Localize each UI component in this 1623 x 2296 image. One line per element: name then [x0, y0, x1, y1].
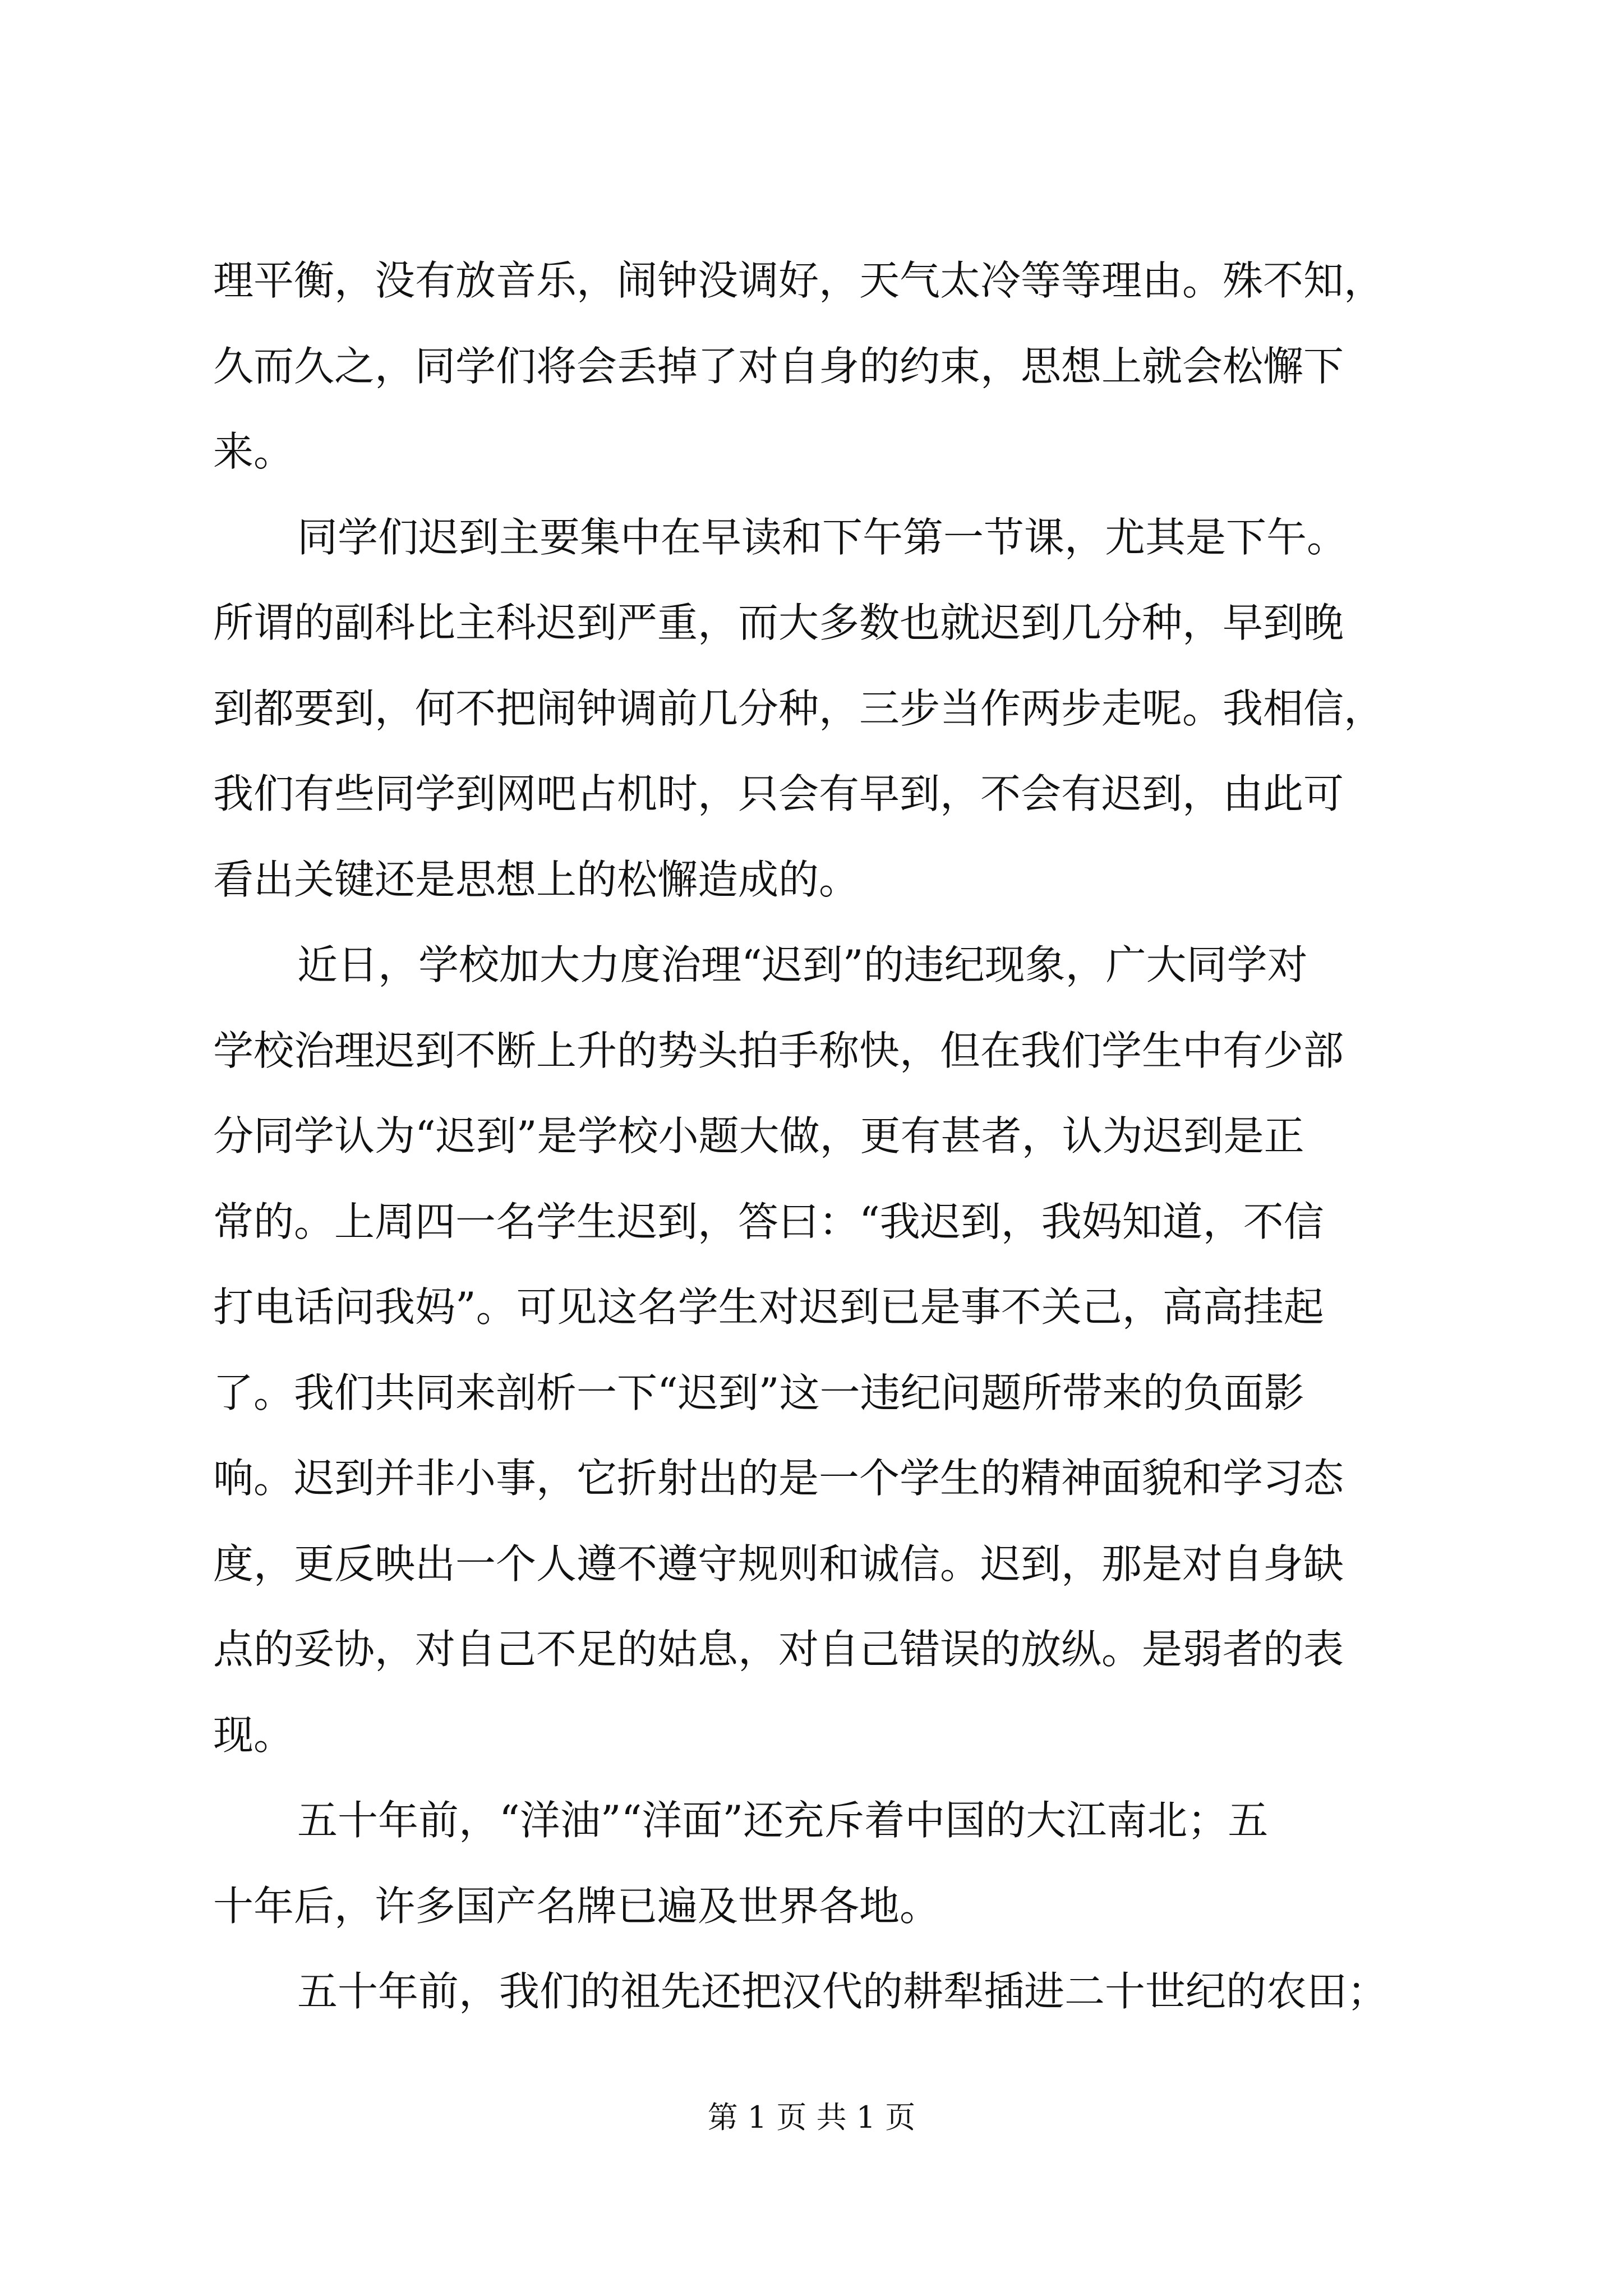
text-line: 看出关键还是思想上的松懈造成的。 [213, 856, 860, 903]
text-line: 近日，学校加大力度治理“迟到”的违纪现象，广大同学对 [297, 941, 1308, 988]
text-line: 到都要到，何不把闹钟调前几分种，三步当作两步走呢。我相信， [213, 685, 1385, 732]
text-line: 响。迟到并非小事，它折射出的是一个学生的精神面貌和学习态 [213, 1455, 1344, 1502]
text-line: 打电话问我妈”。可见这名学生对迟到已是事不关己，高高挂起 [213, 1283, 1324, 1331]
text-line: 我们有些同学到网吧占机时，只会有早到，不会有迟到，由此可 [213, 770, 1344, 817]
text-line: 点的妥协，对自己不足的姑息，对自己错误的放纵。是弱者的表 [213, 1626, 1344, 1673]
text-line: 度，更反映出一个人遵不遵守规则和诚信。迟到，那是对自身缺 [213, 1540, 1344, 1588]
text-line: 了。我们共同来剖析一下“迟到”这一违纪问题所带来的负面影 [213, 1369, 1304, 1416]
text-line: 分同学认为“迟到”是学校小题大做，更有甚者，认为迟到是正 [213, 1112, 1304, 1159]
text-line: 五十年前，我们的祖先还把汉代的耕犁插进二十世纪的农田； [297, 1968, 1388, 2015]
text-line: 理平衡，没有放音乐，闹钟没调好，天气太冷等等理由。殊不知， [213, 257, 1385, 304]
text-line: 五十年前，“洋油”“洋面”还充斥着中国的大江南北；五 [297, 1797, 1269, 1844]
text-line: 所谓的副科比主科迟到严重，而大多数也就迟到几分种，早到晚 [213, 599, 1344, 646]
text-line: 十年后，许多国产名牌已遍及世界各地。 [213, 1883, 940, 1930]
text-line: 来。 [213, 428, 294, 475]
text-line: 久而久之，同学们将会丢掉了对自身的约束，思想上就会松懈下 [213, 343, 1344, 390]
text-line: 学校治理迟到不断上升的势头拍手称快，但在我们学生中有少部 [213, 1027, 1344, 1074]
text-line: 现。 [213, 1711, 294, 1759]
text-line: 同学们迟到主要集中在早读和下午第一节课，尤其是下午。 [297, 514, 1348, 561]
text-line: 常的。上周四一名学生迟到，答曰：“我迟到，我妈知道，不信 [213, 1198, 1324, 1245]
page-number-footer: 第 1 页 共 1 页 [707, 2100, 916, 2135]
